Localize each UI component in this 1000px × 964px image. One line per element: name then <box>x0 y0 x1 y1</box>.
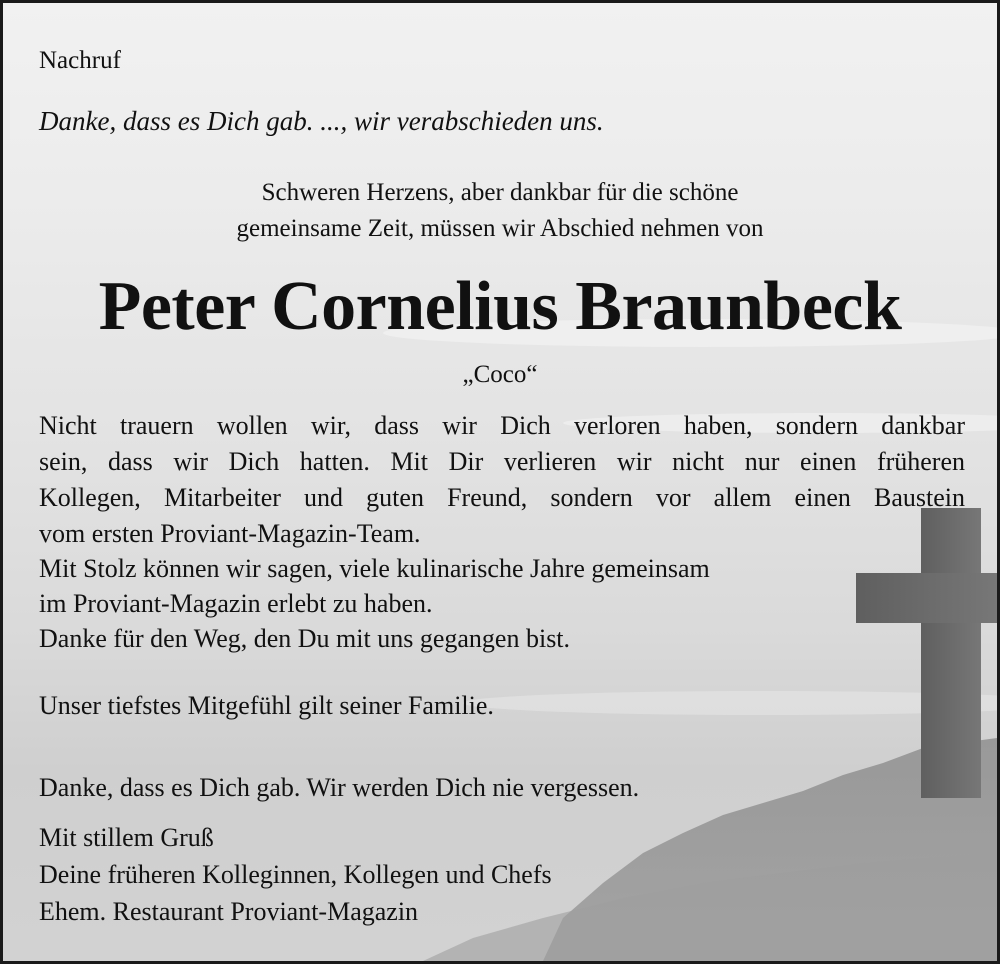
signature-line: Mit stillem Gruß <box>39 823 214 852</box>
body-line: im Proviant-Magazin erlebt zu haben. <box>39 589 433 618</box>
closing-line: Danke, dass es Dich gab. Wir werden Dich nie vergessen. <box>39 773 640 802</box>
body-line: vom ersten Proviant-Magazin-Team. <box>39 519 421 548</box>
body-line: sein, dass wir Dich hatten. Mit Dir verlieren wir nicht nur einen früheren <box>39 447 965 476</box>
notice-text <box>3 3 997 961</box>
intro-line: gemeinsame Zeit, müssen wir Abschied nehmen von <box>236 215 764 242</box>
deceased-name: Peter Cornelius Braunbeck <box>98 268 902 345</box>
signature-line: Ehem. Restaurant Proviant-Magazin <box>39 897 419 926</box>
body-line: Nicht trauern wollen wir, dass wir Dich verloren haben, sondern dankbar <box>39 411 965 440</box>
intro-line: Schweren Herzens, aber dankbar für die schöne <box>261 179 739 206</box>
body-line: Mit Stolz können wir sagen, viele kulinarische Jahre gemeinsam <box>39 554 710 583</box>
deceased-nickname: „Coco“ <box>462 361 538 388</box>
signature-line: Deine früheren Kolleginnen, Kollegen und Chefs <box>39 860 552 889</box>
body-line: Danke für den Weg, den Du mit uns gegangen bist. <box>39 624 571 653</box>
notice-motto: Danke, dass es Dich gab. ..., wir verabschieden uns. <box>39 106 604 136</box>
sympathy-line: Unser tiefstes Mitgefühl gilt seiner Familie. <box>39 691 494 720</box>
body-line: Kollegen, Mitarbeiter und guten Freund, sondern vor allem einen Baustein <box>39 483 965 512</box>
notice-label: Nachruf <box>39 47 121 74</box>
